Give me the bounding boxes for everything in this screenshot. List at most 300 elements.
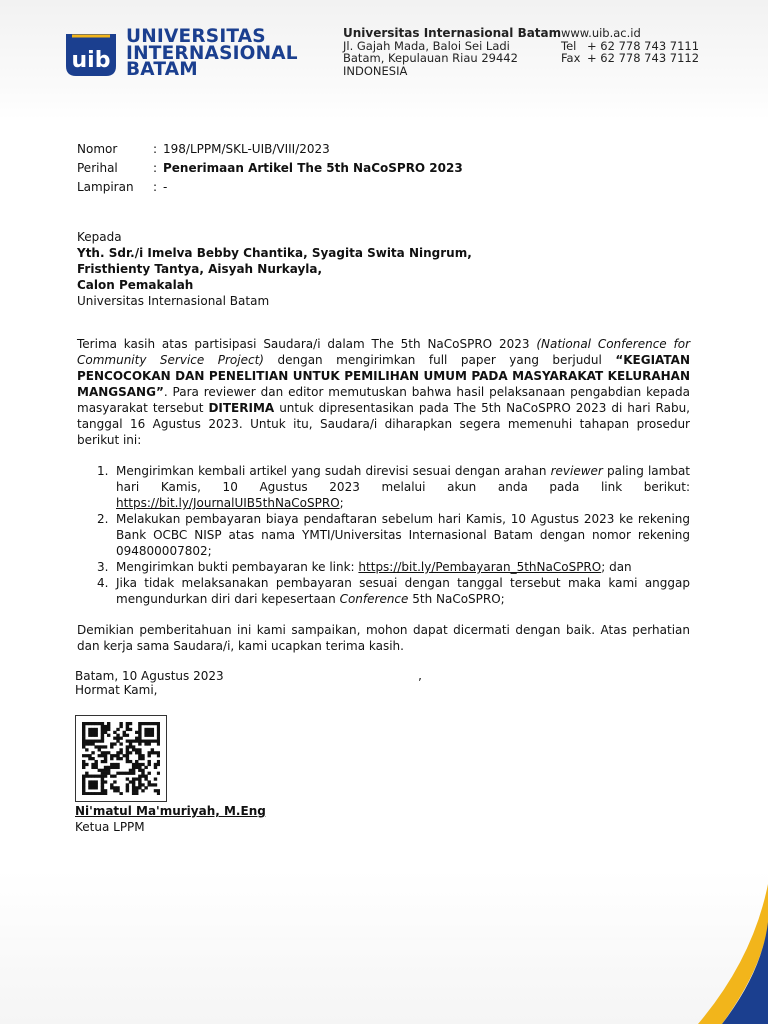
qr-module	[113, 731, 116, 734]
qr-module	[113, 763, 116, 766]
qr-module	[82, 792, 85, 795]
qr-module	[104, 769, 107, 772]
qr-module	[82, 777, 85, 780]
qr-module	[94, 792, 97, 795]
qr-module	[94, 734, 97, 737]
nomor-value: 198/LPPM/SKL-UIB/VIII/2023	[163, 142, 330, 156]
qr-module	[82, 742, 85, 745]
qr-module	[94, 745, 97, 748]
qr-module	[126, 757, 129, 760]
qr-module	[141, 783, 144, 786]
recipient-line-3: Calon Pemakalah	[77, 278, 194, 292]
logo-line-2: INTERNASIONAL	[126, 42, 298, 64]
qr-module	[141, 763, 144, 766]
qr-module	[116, 740, 119, 743]
qr-module	[101, 777, 104, 780]
qr-module	[135, 763, 138, 766]
qr-module	[88, 754, 91, 757]
qr-module	[126, 783, 129, 786]
qr-module	[157, 754, 160, 757]
qr-module	[157, 772, 160, 775]
qr-module	[157, 731, 160, 734]
qr-module	[129, 751, 132, 754]
qr-module	[113, 780, 116, 783]
qr-module	[154, 789, 157, 792]
perihal-label: Perihal	[77, 161, 118, 175]
meta-nomor	[77, 140, 463, 159]
qr-module	[113, 737, 116, 740]
qr-module	[154, 766, 157, 769]
qr-module	[101, 731, 104, 734]
qr-module	[151, 722, 154, 725]
qr-module	[116, 757, 119, 760]
qr-module	[116, 734, 119, 737]
tel-label: Tel	[561, 38, 577, 53]
qr-module	[154, 763, 157, 766]
qr-module	[104, 751, 107, 754]
qr-module	[126, 760, 129, 763]
qr-module	[101, 754, 104, 757]
qr-module	[98, 722, 101, 725]
qr-module	[132, 745, 135, 748]
qr-module	[144, 740, 147, 743]
qr-module	[107, 728, 110, 731]
step-text: Melakukan pembayaran biaya pendaftaran sebelum hari Kamis, 10 Agustus 2023 ke rekening Bank OCBC NISP atas nama YMTI/Universitas Internasional Batam dengan nomor rekening 094800007802;	[116, 512, 690, 558]
qr-module	[113, 775, 116, 778]
qr-module	[132, 748, 135, 751]
step-number: 4.	[97, 576, 109, 590]
qr-module	[110, 786, 113, 789]
step-text-italic: reviewer	[550, 464, 603, 478]
qr-module	[138, 737, 141, 740]
qr-code-icon	[82, 722, 160, 795]
qr-module	[157, 751, 160, 754]
qr-module	[104, 725, 107, 728]
qr-module	[138, 748, 141, 751]
list-item	[97, 575, 690, 607]
qr-module	[148, 772, 151, 775]
qr-module	[135, 760, 138, 763]
qr-module	[82, 763, 85, 766]
step-text	[116, 575, 690, 607]
qr-module	[94, 775, 97, 778]
qr-module	[154, 722, 157, 725]
qr-module	[144, 722, 147, 725]
qr-module	[157, 740, 160, 743]
qr-module	[91, 780, 94, 783]
qr-module	[154, 740, 157, 743]
contact-web[interactable]: www.uib.ac.id	[561, 26, 641, 40]
qr-module	[138, 754, 141, 757]
body-text-c: . Para reviewer dan editor memutuskan bahwa hasil pelaksanaan pengabdian kepada masyarakat tersebut	[77, 385, 690, 415]
qr-module	[98, 769, 101, 772]
qr-module	[135, 737, 138, 740]
letter-meta	[77, 140, 463, 197]
qr-module	[126, 740, 129, 743]
qr-module	[82, 786, 85, 789]
qr-module	[138, 757, 141, 760]
qr-module	[157, 725, 160, 728]
recipient-institution: Universitas Internasional Batam	[77, 294, 270, 308]
qr-module	[126, 772, 129, 775]
qr-module	[116, 766, 119, 769]
qr-module	[94, 722, 97, 725]
address-line-1: Jl. Gajah Mada, Baloi Sei Ladi	[343, 38, 510, 53]
qr-module	[91, 751, 94, 754]
qr-module	[98, 754, 101, 757]
qr-module	[88, 792, 91, 795]
qr-module	[138, 728, 141, 731]
qr-module	[94, 780, 97, 783]
qr-module	[101, 751, 104, 754]
qr-module	[138, 740, 141, 743]
qr-module	[126, 786, 129, 789]
qr-module	[94, 731, 97, 734]
body-text-b: dengan mengirimkan full paper yang berjudul	[263, 353, 616, 367]
qr-module	[85, 740, 88, 743]
signer-title: Ketua LPPM	[75, 820, 145, 834]
qr-module	[85, 792, 88, 795]
qr-module	[126, 777, 129, 780]
qr-module	[104, 789, 107, 792]
qr-module	[82, 737, 85, 740]
qr-module	[91, 792, 94, 795]
qr-module	[141, 772, 144, 775]
letter-body	[77, 336, 690, 448]
meta-lampiran	[77, 178, 463, 197]
tel-value: + 62 778 743 7111	[587, 38, 700, 53]
qr-module	[113, 786, 116, 789]
qr-module	[157, 734, 160, 737]
qr-module	[126, 725, 129, 728]
qr-module	[116, 754, 119, 757]
step-text-b: 5th NaCoSPRO;	[408, 592, 505, 606]
qr-module	[151, 728, 154, 731]
step-text-b: paling lambat hari Kamis, 10 Agustus 2023 melalui akun anda pada link berikut:	[116, 464, 691, 494]
place-date: Batam, 10 Agustus 2023	[75, 669, 224, 683]
qr-module	[82, 754, 85, 757]
qr-module	[157, 789, 160, 792]
qr-module	[85, 742, 88, 745]
qr-module	[88, 783, 91, 786]
qr-module	[101, 789, 104, 792]
qr-module	[144, 766, 147, 769]
qr-module	[91, 740, 94, 743]
qr-module	[116, 786, 119, 789]
qr-module	[101, 728, 104, 731]
nomor-separator: :	[153, 142, 158, 156]
qr-module	[104, 780, 107, 783]
qr-module	[82, 789, 85, 792]
qr-module	[148, 742, 151, 745]
recipient-line-2: Fristhienty Tantya, Aisyah Nurkayla,	[77, 262, 323, 276]
qr-module	[116, 763, 119, 766]
recipient-line-1: Yth. Sdr./i Imelva Bebby Chantika, Syagita Swita Ningrum,	[77, 246, 472, 260]
qr-module	[151, 748, 154, 751]
step-number: 1.	[97, 464, 109, 478]
qr-module	[132, 772, 135, 775]
qr-module	[144, 777, 147, 780]
qr-module	[98, 748, 101, 751]
closing-paragraph: Demikian pemberitahuan ini kami sampaikan, mohon dapat dicermati dengan baik. Atas perhatian dan kerja sama Saudara/i, kami ucapkan terima kasih.	[77, 623, 690, 653]
qr-module	[129, 769, 132, 772]
fax-value: + 62 778 743 7112	[587, 51, 700, 65]
qr-module	[135, 777, 138, 780]
step-text	[116, 463, 690, 511]
qr-module	[138, 783, 141, 786]
qr-module	[104, 772, 107, 775]
qr-module	[148, 734, 151, 737]
qr-module	[116, 751, 119, 754]
qr-module	[119, 742, 122, 745]
qr-module	[151, 731, 154, 734]
qr-module	[119, 751, 122, 754]
logo-mark-text: uib	[71, 48, 111, 73]
qr-module	[132, 740, 135, 743]
qr-module	[154, 777, 157, 780]
step-text-c: ;	[339, 496, 344, 510]
qr-module	[101, 792, 104, 795]
perihal-value: Penerimaan Artikel The 5th NaCoSPRO 2023	[163, 161, 463, 175]
qr-module	[135, 766, 138, 769]
perihal-separator: :	[153, 161, 158, 175]
qr-module	[110, 766, 113, 769]
qr-module	[151, 783, 154, 786]
qr-module	[144, 786, 147, 789]
qr-module	[107, 751, 110, 754]
qr-module	[129, 740, 132, 743]
qr-module	[119, 725, 122, 728]
qr-module	[107, 769, 110, 772]
qr-module	[82, 734, 85, 737]
qr-module	[94, 760, 97, 763]
step-text-italic: Conference	[339, 592, 409, 606]
qr-module	[132, 786, 135, 789]
lampiran-separator: :	[153, 180, 158, 194]
qr-module	[101, 734, 104, 737]
qr-module	[138, 742, 141, 745]
body-conference-name: (National Conference for Community Service Project)	[77, 337, 690, 367]
body-text-a: Terima kasih atas partisipasi Saudara/i dalam The 5th NaCoSPRO 2023	[77, 337, 537, 351]
qr-module	[148, 754, 151, 757]
qr-module	[101, 775, 104, 778]
qr-module	[91, 742, 94, 745]
qr-module	[98, 740, 101, 743]
qr-module	[129, 728, 132, 731]
qr-module	[116, 728, 119, 731]
qr-module	[132, 789, 135, 792]
letterhead-address	[343, 27, 561, 77]
qr-module	[138, 777, 141, 780]
qr-module	[154, 783, 157, 786]
qr-module	[104, 792, 107, 795]
uib-logo-icon	[62, 30, 120, 78]
qr-module	[129, 772, 132, 775]
qr-module	[91, 728, 94, 731]
qr-module	[88, 734, 91, 737]
step-text-a: Jika tidak melaksanakan pembayaran sesuai dengan tanggal tersebut maka kami anggap mengundurkan diri dari kepesertaan	[116, 576, 690, 606]
qr-module	[91, 757, 94, 760]
university-name-logo	[126, 26, 298, 80]
qr-module	[91, 775, 94, 778]
step-text	[116, 559, 690, 575]
qr-module	[104, 766, 107, 769]
qr-module	[82, 728, 85, 731]
qr-module	[132, 777, 135, 780]
qr-module	[119, 792, 122, 795]
qr-module	[119, 772, 122, 775]
qr-module	[141, 789, 144, 792]
fax-label: Fax	[561, 51, 581, 65]
address-line-2: Batam, Kepulauan Riau 29442	[343, 51, 518, 65]
qr-module	[135, 748, 138, 751]
qr-module	[148, 783, 151, 786]
qr-module	[123, 754, 126, 757]
qr-module	[138, 751, 141, 754]
qr-module	[154, 751, 157, 754]
qr-module	[113, 789, 116, 792]
journal-link[interactable]: https://bit.ly/JournalUIB5thNaCoSPRO	[116, 496, 340, 510]
qr-module	[116, 789, 119, 792]
qr-module	[101, 722, 104, 725]
qr-module	[126, 728, 129, 731]
qr-module	[144, 775, 147, 778]
qr-module	[148, 763, 151, 766]
qr-module	[85, 772, 88, 775]
qr-module	[119, 722, 122, 725]
qr-module	[135, 751, 138, 754]
qr-module	[101, 760, 104, 763]
qr-module	[101, 783, 104, 786]
qr-module	[144, 728, 147, 731]
qr-module	[104, 754, 107, 757]
qr-module	[91, 786, 94, 789]
body-text-d: untuk dipresentasikan pada The 5th NaCoSPRO 2023 di hari Rabu, tanggal 16 Agustus 2023. Untuk itu, Saudara/i diharapkan segera memenuhi tahapan prosedur berikut ini:	[77, 401, 690, 447]
signer-name: Ni'matul Ma'muriyah, M.Eng	[75, 804, 266, 818]
qr-module	[82, 731, 85, 734]
qr-module	[141, 775, 144, 778]
qr-module	[157, 792, 160, 795]
qr-module	[88, 740, 91, 743]
qr-module	[88, 786, 91, 789]
qr-module	[113, 766, 116, 769]
qr-module	[119, 737, 122, 740]
qr-module	[141, 722, 144, 725]
qr-module	[132, 783, 135, 786]
qr-module	[110, 775, 113, 778]
qr-module	[107, 772, 110, 775]
qr-module	[88, 775, 91, 778]
qr-module	[138, 763, 141, 766]
qr-module	[132, 766, 135, 769]
qr-module	[104, 760, 107, 763]
qr-module	[126, 734, 129, 737]
qr-module	[94, 763, 97, 766]
qr-module	[141, 740, 144, 743]
qr-module	[104, 745, 107, 748]
qr-module	[135, 740, 138, 743]
qr-module	[94, 728, 97, 731]
qr-module	[132, 763, 135, 766]
qr-module	[157, 737, 160, 740]
qr-module	[110, 783, 113, 786]
qr-module	[138, 780, 141, 783]
qr-module	[157, 728, 160, 731]
list-item	[97, 463, 690, 511]
qr-module	[126, 751, 129, 754]
qr-module	[107, 766, 110, 769]
qr-module	[151, 734, 154, 737]
qr-module	[151, 740, 154, 743]
logo-line-3: BATAM	[126, 59, 198, 80]
qr-module	[101, 772, 104, 775]
paper-title: “KEGIATAN PENCOCOKAN DAN PENELITIAN UNTUK PEMILIHAN UMUM PADA MASYARAKAT KELURAHAN MANGSANG”	[77, 353, 690, 399]
qr-module	[123, 772, 126, 775]
qr-module	[94, 783, 97, 786]
qr-module	[88, 722, 91, 725]
qr-module	[98, 775, 101, 778]
qr-module	[138, 725, 141, 728]
qr-module	[104, 775, 107, 778]
qr-module	[138, 731, 141, 734]
qr-module	[91, 766, 94, 769]
qr-module	[104, 728, 107, 731]
signature-header	[75, 669, 224, 697]
meta-perihal	[77, 159, 463, 178]
qr-module	[82, 725, 85, 728]
recipient-block	[77, 229, 472, 309]
qr-module	[88, 731, 91, 734]
qr-module	[123, 734, 126, 737]
qr-module	[82, 766, 85, 769]
qr-module	[101, 725, 104, 728]
qr-module	[110, 763, 113, 766]
qr-module	[132, 780, 135, 783]
qr-module	[132, 792, 135, 795]
qr-module	[101, 780, 104, 783]
qr-module	[148, 760, 151, 763]
qr-module	[110, 754, 113, 757]
qr-module	[113, 754, 116, 757]
step-text-c: ; dan	[601, 560, 632, 574]
qr-module	[144, 742, 147, 745]
procedure-list	[97, 463, 690, 607]
qr-module	[148, 731, 151, 734]
address-line-3: INDONESIA	[343, 63, 408, 78]
qr-module	[126, 745, 129, 748]
qr-module	[135, 731, 138, 734]
qr-module	[157, 763, 160, 766]
step-number: 3.	[97, 560, 109, 574]
acceptance-status: DITERIMA	[208, 401, 275, 415]
qr-module	[135, 786, 138, 789]
qr-module	[94, 766, 97, 769]
qr-module	[101, 737, 104, 740]
qr-module	[157, 722, 160, 725]
qr-module	[91, 734, 94, 737]
step-text-a: Mengirimkan bukti pembayaran ke link:	[116, 560, 359, 574]
qr-module	[94, 786, 97, 789]
qr-module	[148, 728, 151, 731]
qr-module	[98, 745, 101, 748]
qr-module	[91, 731, 94, 734]
qr-module	[138, 766, 141, 769]
qr-module	[91, 722, 94, 725]
stray-mark: ’	[418, 676, 422, 690]
qr-module	[88, 728, 91, 731]
payment-link[interactable]: https://bit.ly/Pembayaran_5thNaCoSPRO	[358, 560, 602, 574]
qr-module	[148, 780, 151, 783]
